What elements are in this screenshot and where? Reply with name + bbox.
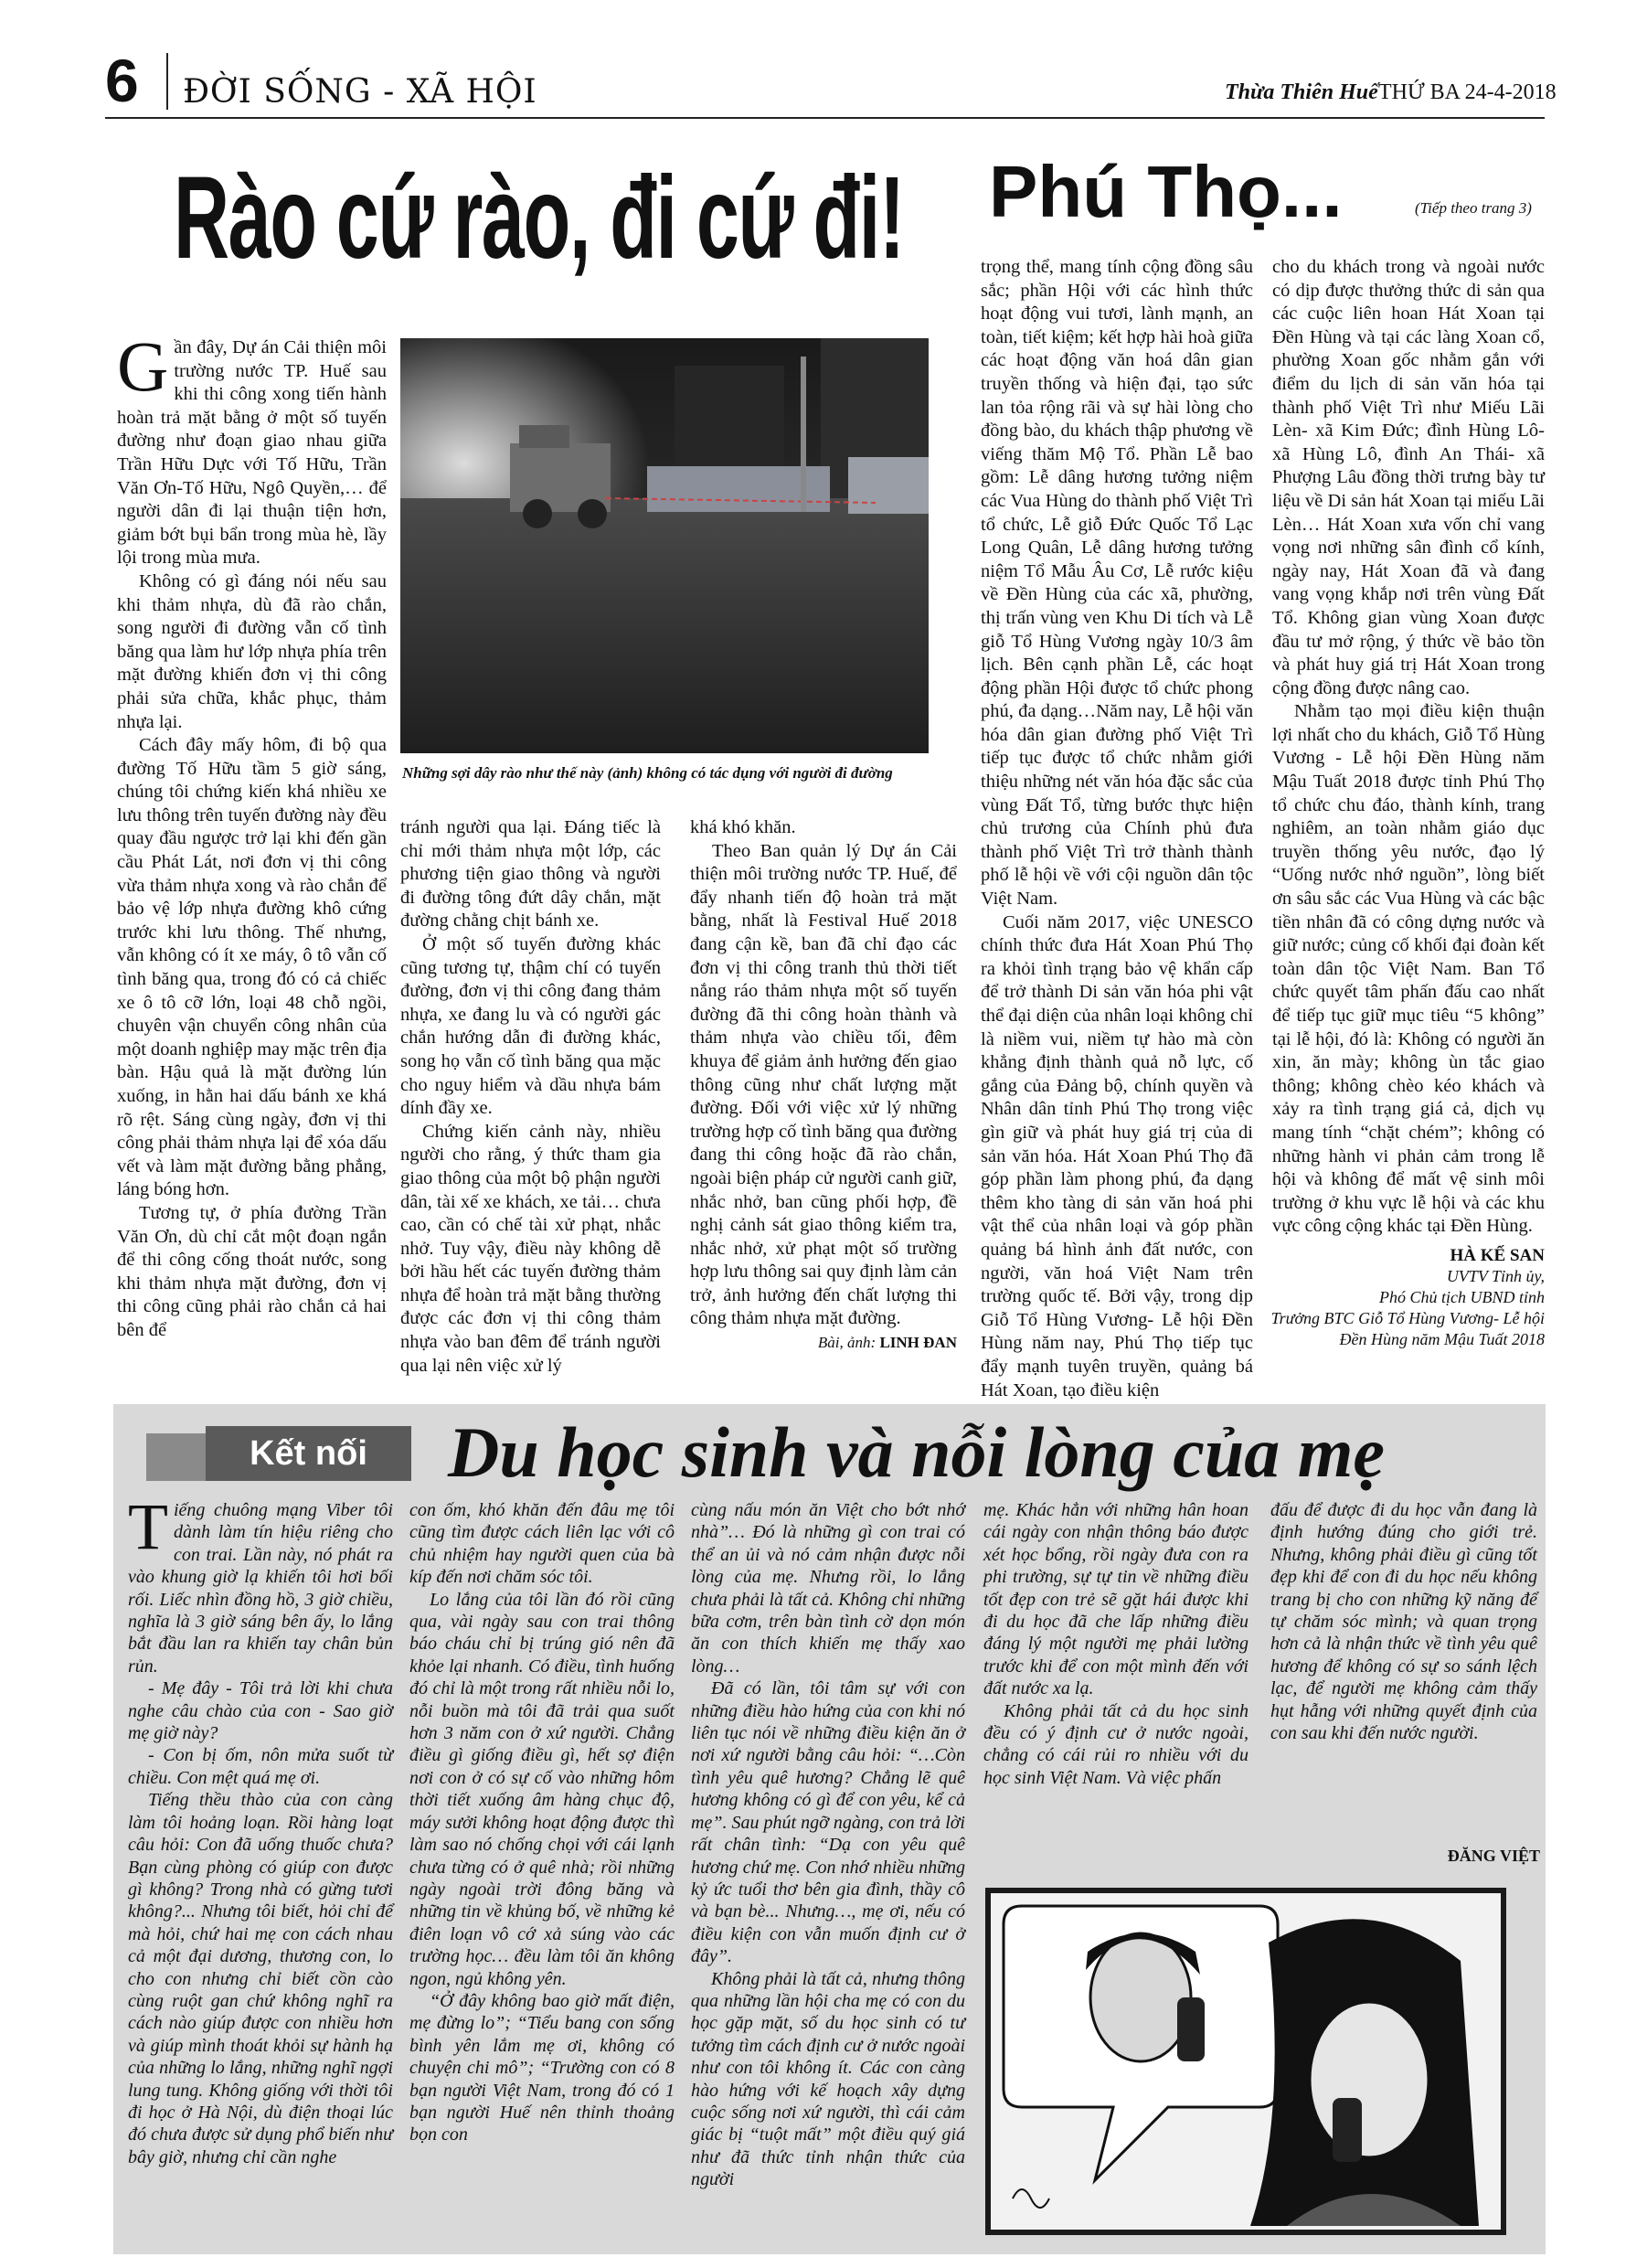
article1-col1-p1: Gần đây, Dự án Cải thiện môi trường nước TP. Huế sau khi thi công xong tiến hành hoàn trả mặt bằng ở một số tuyến đường như đoạn giao nhau giữa Trần Hữu Dực với Tố Hữu, Trần Văn Ơn-Tố Hữu, Ngô Quyền,… để người dân đi lại thuận tiện hơn, giảm bớt bụi bẩn trong mùa hè, lầy lội trong mùa mưa. xyxy=(117,326,387,569)
article3-col1-p2: - Mẹ đây - Tôi trả lời khi chưa nghe câu chào của con - Sao giờ mẹ giờ này? xyxy=(128,1678,393,1744)
article3-col2-p3: “Ở đây không bao giờ mất điện, mẹ đừng lo”; “Tiểu bang con sống bình yên lắm mẹ ơi, không có chuyện chi mô”; “Trường con có 8 bạn người Việt Nam, trong đó có 1 bạn người Huế nên thỉnh thoảng bọn con xyxy=(409,1990,675,2146)
article1-col3-p2: Theo Ban quản lý Dự án Cải thiện môi trường nước TP. Huế, để đẩy nhanh tiến độ hoàn trả mặt bằng, nhất là Festival Huế 2018 đang cận kề, ban đã chỉ đạo các đơn vị thi công tranh thủ thời tiết nắng ráo thảm nhựa một số tuyến đường đã thi công hoàn thành và thảm nhựa vào chiều tối, đêm khuya để giảm ảnh hưởng đến giao thông cũng như chất lượng mặt đường. Đối với việc xử lý những trường hợp cố tình băng qua đường đang thi công hoặc đã rào chắn, ngoài biện pháp cử người canh giữ, nhắc nhở, ban cũng phối hợp, đề nghị cảnh sát giao thông kiểm tra, nhắc nhở, xử phạt một số trường hợp lưu thông sai quy định làm cản trở, ảnh hưởng đến chất lượng thi công thảm nhựa mặt đường. xyxy=(690,840,957,1329)
article1-photo xyxy=(400,338,929,753)
article2-headline: Phú Thọ... xyxy=(989,151,1343,232)
article2-col1-p1: trọng thể, mang tính cộng đồng sâu sắc; phần Hội với các hình thức hoạt động vui tươi, lành mạnh, an toàn, tiết kiệm; kết hợp hài hoà giữa các hoạt động văn hoá dân gian truyền thống và hiện đại, tạo sức lan tỏa rộng rãi và sự hài lòng cho đồng bào, du khách thập phương về viếng thăm Mộ Tổ. Phần Lễ bao gồm: Lễ dâng hương tưởng niệm các Vua Hùng do thành phố Việt Trì tổ chức, Lễ giỗ Đức Quốc Tổ Lạc Long Quân, Lễ dâng hương tưởng niệm Tổ Mẫu Âu Cơ, Lễ rước kiệu về Đền Hùng của các xã, phường, thị trấn vùng ven Khu Di tích và Lễ giỗ Tổ Hùng Vương ngày 10/3 âm lịch. Bên cạnh phần Lễ, các hoạt động phần Hội được tổ chức phong phú, đa dạng…Năm nay, Lễ hội văn hóa dân gian đường phố Việt Trì tiếp tục được tổ chức nhằm giới thiệu những nét văn hóa đặc sắc của vùng Đất Tổ, từng bước thực hiện chủ trương của Chính phủ đưa thành phố Việt Trì trở thành thành phố lễ hội về với cội nguồn dân tộc Việt Nam. xyxy=(981,257,1253,910)
article2-column-2 xyxy=(1272,256,1545,1239)
article1-column-3 xyxy=(690,816,957,1355)
issue-date: THỨ BA 24-4-2018 xyxy=(1378,80,1557,104)
article3-column-1 xyxy=(128,1490,393,2168)
article1-col2-p2: Ở một số tuyến đường khác cũng tương tự, thậm chí có tuyến đường, đơn vị thi công đang thảm nhựa, xe đang lu và có người gác chắn hướng dẫn đi đường khác, song họ vẫn cố tình băng qua mặc cho nguy hiểm và dầu nhựa bám dính đầy xe. xyxy=(400,933,661,1119)
author-name: HÀ KẾ SAN xyxy=(1450,1246,1545,1265)
article1-column-1 xyxy=(117,326,387,1343)
kicker-label: Kết nối xyxy=(206,1426,411,1481)
article3-col1-p4: Tiếng thều thào của con càng làm tôi hoảng loạn. Rồi hàng loạt câu hỏi: Con đã uống thuốc chưa? Bạn cùng phòng có giúp con được gì không? Trong nhà có gừng tươi không?... Nhưng tôi biết, hỏi chỉ để mà hỏi, chứ hai mẹ con cách nhau cả một đại dương, thương con, lo cho con nhưng chỉ biết cồn cào cùng ruột gan chứ không nghĩ ra cách nào giúp được con nhiều hơn và giúp mình thoát khỏi sự hành hạ của những lo lắng, những nghĩ ngợi lung tung. Không giống với thời tôi đi học ở Hà Nội, dù điện thoại lúc đó chưa được sử dụng phổ biến như bây giờ, nhưng chỉ cần nghe xyxy=(128,1790,393,2167)
article3-col1-p1: Tiếng chuông mạng Viber tôi dành làm tín hiệu riêng cho con trai. Lần này, nó phát ra vào khung giờ lạ khiến tôi hơi bối rối. Liếc nhìn đồng hồ, 3 giờ chiều, nghĩa là 3 giờ sáng bên ấy, lo lắng bắt đầu lan ra khiến tay chân bủn rủn. xyxy=(128,1490,393,1677)
article2-signature: HÀ KẾ SAN UVTV Tỉnh ủy, Phó Chủ tịch UBND tỉnh Trưởng BTC Giỗ Tổ Hùng Vương- Lễ hội Đền Hùng năm Mậu Tuất 2018 xyxy=(1243,1245,1545,1350)
section-title: ĐỜI SỐNG - XÃ HỘI xyxy=(183,73,537,111)
article3-column-3 xyxy=(691,1499,965,2191)
article1-dropcap: G xyxy=(117,326,169,406)
article3-column-4 xyxy=(983,1499,1249,1789)
mother-son-illustration xyxy=(985,1888,1506,2235)
article3-column-5 xyxy=(1270,1499,1537,1744)
article3-col2-p1: con ốm, khó khăn đến đâu mẹ tôi cũng tìm được cách liên lạc với cô chủ nhiệm hay người quen của bà kíp đến nơi chăm sóc tôi. xyxy=(409,1500,675,1588)
article3-headline: Du học sinh và nỗi lòng của mẹ xyxy=(448,1412,1386,1492)
article3-col3-p3: Không phải là tất cả, nhưng thông qua những lần hội cha mẹ có con du học gặp mặt, số du học sinh có tư tưởng tìm cách định cư ở nước ngoài như con tôi không ít. Các con càng hào hứng với kế hoạch xây dựng cuộc sống nơi xứ người, thì cái cảm giác bị “tuột mất” một điều quý giá như đã thức tỉnh nhận thức của người xyxy=(691,1968,965,2190)
article1-col3-p1: khá khó khăn. xyxy=(690,817,796,837)
article3-col1-p3: - Con bị ốm, nôn mửa suốt từ chiều. Con mệt quá mẹ ơi. xyxy=(128,1745,393,1788)
article3-col2-p2: Lo lắng của tôi lần đó rồi cũng qua, vài ngày sau con trai thông báo cháu chỉ bị trúng gió nên đã khỏe lại nhanh. Có điều, tình huống đó chỉ là một trong rất nhiều nỗi lo, nỗi buồn mà tôi đã trải qua suốt hơn 3 năm con ở xứ người. Chẳng điều gì giống điều gì, hết sợ điện nơi con ở có sự cố vào những hôm thời tiết xuống âm hàng chục độ, máy sưởi không hoạt động được thì làm sao nó chống chọi với cái lạnh chưa từng có ở quê nhà; rồi những ngày ngoài trời đông băng và những tin về khủng bố, về những kẻ điên loạn vô cớ xả súng vào các trường học… đều làm tôi ăn không ngon, ngủ không yên. xyxy=(409,1589,675,1989)
article1-col1-p3: Cách đây mấy hôm, đi bộ qua đường Tố Hữu tầm 5 giờ sáng, chúng tôi chứng kiến khá nhiều xe lưu thông trên tuyến đường này đều quay đầu ngược trở lại khi đến gần cầu Phát Lát, nơi đơn vị thi công vừa thảm nhựa xong và rào chắn để bảo vệ lớp nhựa đường khô cứng trước khi lưu thông. Thế nhưng, vẫn không có ít xe máy, ô tô vẫn cố tình băng qua, trong đó có cả chiếc xe ô tô cỡ lớn, loại 48 chỗ ngồi, chuyên vận chuyển công nhân của một doanh nghiệp may mặc trên địa bàn. Hậu quả là mặt đường lún xuống, in hằn hai dấu bánh xe khá rõ rệt. Sáng cùng ngày, đơn vị thi công phải thảm nhựa lại để xóa dấu vết và làm mặt đường bằng phẳng, láng bóng hơn. xyxy=(117,735,387,1200)
article2-col1-p2: Cuối năm 2017, việc UNESCO chính thức đưa Hát Xoan Phú Thọ ra khỏi tình trạng bảo vệ khẩn cấp để trở thành Di sản văn hóa phi vật thể đại diện của nhân loại không chỉ là niềm vui, niềm tự hào mà còn khẳng định thành quả nỗ lực, cố gắng của Đảng bộ, chính quyền và Nhân dân tỉnh Phú Thọ trong việc gìn giữ và phát huy giá trị của di sản văn hóa. Hát Xoan Phú Thọ đã góp phần làm phong phú, đa dạng thêm kho tàng di sản văn hoá phi vật thể của nhân loại và góp phần quảng bá hình ảnh đất nước, con người, văn hoá Việt Nam trên trường quốc tế. Bởi vậy, trong dịp Giỗ Tổ Hùng Vương- Lễ hội Đền Hùng năm nay, Phú Thọ tiếp tục đẩy mạnh tuyên truyền, quảng bá Hát Xoan, tạo điều kiện xyxy=(981,911,1253,1400)
article3-col4-p2: Không phải tất cả du học sinh đều có ý định cư ở nước ngoài, chẳng có cái rủi ro nhiều với du học sinh Việt Nam. Và việc phấn xyxy=(983,1700,1249,1788)
article3-col3-p1: cùng nấu món ăn Việt cho bớt nhớ nhà”… Đó là những gì con trai có thể an ủi và nó cảm nhận được nỗi lòng của mẹ. Nhưng rồi, lo lắng chưa phải là tất cả. Không chỉ những bữa cơm, trên bàn tình cờ dọn món ăn con thích khiến mẹ thấy xao lòng… xyxy=(691,1500,965,1677)
article3-col3-p2: Đã có lần, tôi tâm sự với con những điều hào hứng của con khi nó liên tục nói về những điều kiện ăn ở nơi xứ người bằng câu hỏi: “…Còn tình yêu quê hương? Chẳng lẽ quê hương không có gì để con yêu, kể cả mẹ”. Sau phút ngỡ ngàng, con trả lời rất chân tình: “Dạ con yêu quê hương chứ mẹ. Con nhớ nhiều những kỷ ức tuổi thơ bên gia đình, thầy cô và bạn bè... Nhưng…, mẹ ơi, nếu có điều kiện con vẫn muốn định cư ở đây”. xyxy=(691,1678,965,1967)
phone-call-illustration xyxy=(985,1888,1506,2235)
article1-photo-caption: Những sợi dây rào như thế này (ảnh) không có tác dụng với người đi đường xyxy=(402,764,893,782)
article3-col4-p1: mẹ. Khác hẳn với những hân hoan cái ngày con nhận thông báo được xét học bổng, rồi ngày đưa con ra phi trường, sự tự tin về những điều tốt đẹp con trẻ sẽ gặt hái được khi đi du học đã che lấp những điều đáng lý một người mẹ phải lường trước khi để con một mình đến với đất nước xa lạ. xyxy=(983,1500,1249,1699)
article1-headline: Rào cứ rào, đi cứ đi! xyxy=(174,153,904,283)
article3-byline: ĐĂNG VIỆT xyxy=(1447,1847,1540,1865)
article2-col2-p1: cho du khách trong và ngoài nước có dịp được thưởng thức di sản qua các cuộc liên hoan Hát Xoan tại Đền Hùng và tại các làng Xoan cổ, phường Xoan gốc nhằm gắn với điểm du lịch di sản văn hóa tại thành phố Việt Trì như Miếu Lãi Lèn- xã Kim Đức; đình Hùng Lô- xã Hùng Lô, đình An Thái- xã Phượng Lâu đồng thời trưng bày tư liệu về Di sản hát Xoan tại miếu Lãi Lèn… Hát Xoan xưa vốn chỉ vang vọng nơi những sân đình cổ kính, ngày nay, Hát Xoan đã và đang vang vọng khắp nơi trên vùng Đất Tổ. Không gian vùng Xoan được đầu tư mở rộng, ý thức về bảo tồn và phát huy giá trị Hát Xoan trong cộng đồng được nâng cao. xyxy=(1272,257,1545,698)
newspaper-name: Thừa Thiên Huế xyxy=(1225,80,1378,104)
article3-dropcap: T xyxy=(128,1490,168,1563)
header-rule xyxy=(105,117,1545,119)
article1-col1-p2: Không có gì đáng nói nếu sau khi thảm nhựa, dù đã rào chắn, song người đi đường vẫn cố tình băng qua làm hư lớp nhựa phía trên mặt đường khiến đơn vị thi công phải sửa chữa, khắc phục, thảm nhựa lại. xyxy=(117,570,387,732)
article1-column-2 xyxy=(400,816,661,1378)
article2-column-1 xyxy=(981,256,1253,1402)
article3-col5-p1: đấu để được đi du học vẫn đang là định hướng đúng cho giới trẻ. Nhưng, không phải điều gì cũng tốt đẹp khi để con đi du học nếu không trang bị cho con những kỹ năng để tự chăm sóc mình; và quan trọng hơn cả là nhận thức về tình yêu quê hương để không có sự so sánh lệch lạc, để người mẹ không cảm thấy hụt hẫng với những quyết định của con sau khi đến nước người. xyxy=(1270,1500,1537,1744)
page-number: 6 xyxy=(105,47,139,114)
article1-byline: Bài, ảnh: LINH ĐAN xyxy=(817,1334,957,1352)
header-divider xyxy=(166,53,168,110)
night-road-photo xyxy=(400,338,929,753)
article1-col1-p4: Tương tự, ở phía đường Trần Văn Ơn, dù chỉ cắt một đoạn ngắn để thi công cống thoát nước, song khi thảm nhựa mặt đường, đơn vị thi công cũng phải rào chắn cả hai bên để xyxy=(117,1202,387,1340)
article1-col2-p3: Chứng kiến cảnh này, nhiều người cho rằng, ý thức tham gia giao thông của một bộ phận người dân, tài xế xe khách, xe tải… chưa cao, cần có chế tài xử phạt, nhắc nhở. Tuy vậy, điều này không dễ bởi hầu hết các tuyến đường thảm nhựa để hoàn trả mặt bằng thường được các đơn vị thi công thảm nhựa vào ban đêm để tránh người qua lại nên việc xử lý xyxy=(400,1121,661,1376)
continued-note: (Tiếp theo trang 3) xyxy=(1415,199,1532,217)
article1-col2-p1: tránh người qua lại. Đáng tiếc là chỉ mới thảm nhựa một lớp, các phương tiện giao thông và người đi đường tông đứt dây chắn, mặt đường chằng chịt bánh xe. xyxy=(400,817,661,932)
article2-col2-p2: Nhằm tạo mọi điều kiện thuận lợi nhất cho du khách, Giỗ Tổ Hùng Vương - Lễ hội Đền Hùng năm Mậu Tuất 2018 được tỉnh Phú Thọ tổ chức chu đáo, thành kính, trang nghiêm, an toàn nhằm giáo dục truyền thống yêu nước, đạo lý “Uống nước nhớ nguồn”, lòng biết ơn sâu sắc các Vua Hùng và các bậc tiền nhân đã có công dựng nước và giữ nước; củng cố khối đại đoàn kết toàn dân tộc Việt Nam. Ban Tổ chức quyết tâm phấn đấu cao nhất để tiếp tục giữ mục tiêu “5 không” tại lễ hội, đó là: Không có người ăn xin, ăn mày; không ùn tắc giao thông; không chèo kéo khách và xảy ra tình trạng giá cả, dịch vụ mang tính “chặt chém”; không có những hành vi phản cảm trong lễ hội và không để mất vệ sinh môi trường ở khu vực lễ hội và các khu vực công cộng khác tại Đền Hùng. xyxy=(1272,701,1545,1237)
article3-column-2 xyxy=(409,1499,675,2146)
